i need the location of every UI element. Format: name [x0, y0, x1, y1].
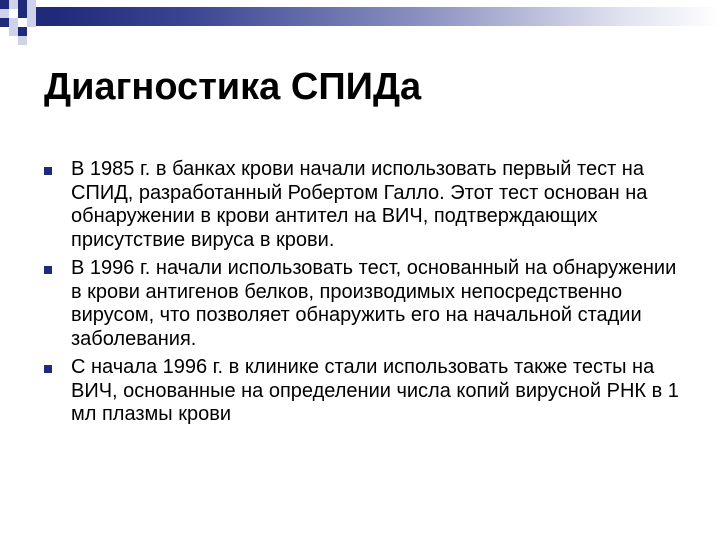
- deco-square: [27, 9, 36, 18]
- square-bullet-icon: [44, 365, 52, 373]
- bullet-item: [44, 257, 684, 351]
- deco-square: [0, 18, 9, 27]
- deco-square: [9, 27, 18, 36]
- slide-title: Диагностика СПИДа: [44, 66, 422, 108]
- deco-square: [9, 0, 18, 9]
- deco-square: [0, 0, 9, 9]
- deco-square: [18, 36, 27, 45]
- square-bullet-icon: [44, 266, 52, 274]
- bullet-item: [44, 356, 684, 427]
- square-bullet-icon: [44, 167, 52, 175]
- bullet-item: [44, 158, 684, 252]
- deco-square: [0, 9, 9, 18]
- deco-square: [18, 27, 27, 36]
- deco-square: [9, 18, 18, 27]
- bullet-text: В 1996 г. начали использовать тест, основанный на обнаружении в крови антигенов белков, производимых непосредственно вирусом, что позволяет обнаружить его на начальной стадии заболевания.: [71, 257, 677, 350]
- deco-square: [18, 0, 27, 9]
- header-gradient-bar: [54, 7, 720, 26]
- deco-square: [18, 9, 27, 18]
- bullet-text: В 1985 г. в банках крови начали использовать первый тест на СПИД, разработанный Робертом Галло. Этот тест основан на обнаружении в крови антител на ВИЧ, подтверждающих присутствие вируса в крови.: [71, 158, 648, 251]
- deco-square: [27, 0, 36, 9]
- bullet-list: [44, 158, 684, 432]
- header-decoration: [0, 0, 720, 48]
- bullet-text: С начала 1996 г. в клинике стали использовать также тесты на ВИЧ, основанные на определении числа копий вирусной РНК в 1 мл плазмы крови: [71, 356, 679, 425]
- deco-square: [36, 7, 54, 26]
- deco-square: [27, 18, 36, 27]
